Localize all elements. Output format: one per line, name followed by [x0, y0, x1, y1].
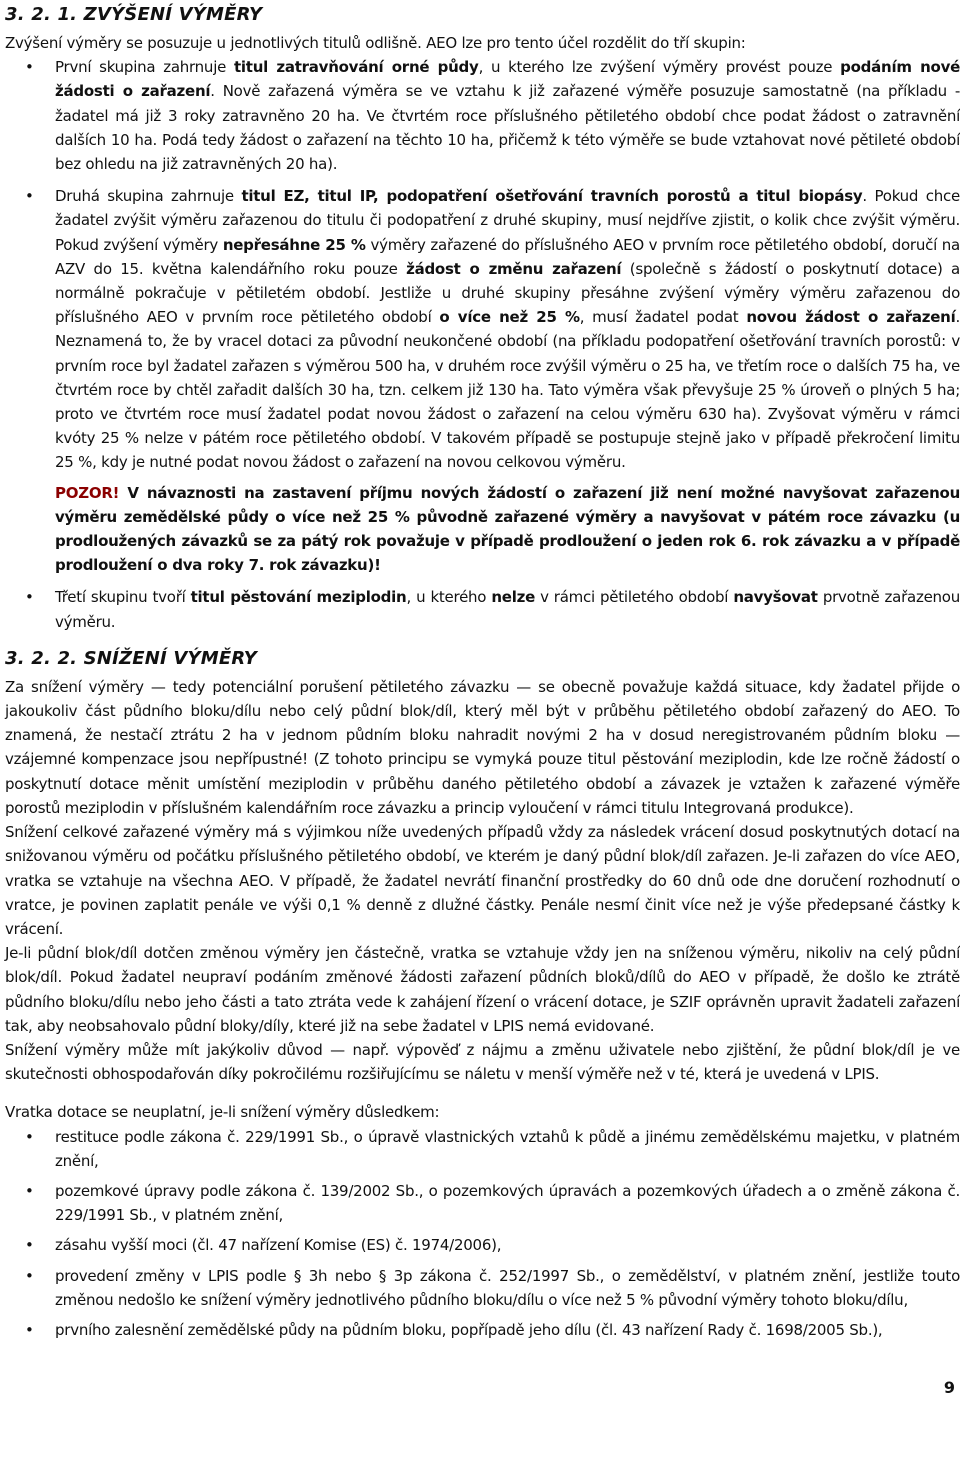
list-item: • pozemkové úpravy podle zákona č. 139/2002 Sb., o pozemkových úpravách a pozemkových úřadech a o změně zákona č. 229/1991 Sb., v platném znění, [5, 1179, 960, 1227]
list-item-group1: • První skupina zahrnuje titul zatravňování orné půdy, u kterého lze zvýšení výměry provést pouze podáním nové žádosti o zařazení. Nově zařazená výměra se ve vztahu k již zařazené výměře posuzuje samostatně (na příkladu - žadatel má již 3 roky zatravněno 20 ha. Ve čtvrtém roce příslušného pětiletého období chce podat žádost o zatravnění dalších 10 ha. Podá tedy žádost o zařazení na těchto 10 ha, přičemž k této výměře se bude vztahovat nové pětileté období bez ohledu na již zatravněných 20 ha). [5, 55, 960, 176]
warning-paragraph [55, 481, 960, 578]
warning-text: V návaznosti na zastavení příjmu nových žádostí o zařazení již není možné navyšovat zařazenou výměru zemědělské půdy o více než 25 % původně zařazené výměry a navyšovat v pátém roce závazku (u prodloužených závazků se za pátý rok považuje v případě prodloužení o jeden rok 6. rok závazku a v případě prodloužení o dva roky 7. rok závazku)! [55, 483, 960, 575]
list-item-group2: • Druhá skupina zahrnuje titul EZ, titul IP, podopatření ošetřování travních porostů a titul biopásy. Pokud chce žadatel zvýšit výměru zařazenou do titulu či podopatření z druhé skupiny, musí nejdříve zjistit, o kolik chce zvýšit výměru. Pokud zvýšení výměry nepřesáhne 25 % výměry zařazené do příslušného AEO v prvním roce pětiletého období, doručí na AZV do 15. května kalendářního roku pouze žádost o změnu zařazení (společně s žádostí o poskytnutí dotace) a normálně pokračuje v pětiletém období. Jestliže u druhé skupiny přesáhne zvýšení výměry výměru zařazenou do příslušného AEO v prvním roce pětiletého období o více než 25 %, musí žadatel podat novou žádost o zařazení. Neznamená to, že by vracel dotaci za původní neukončené období (na příkladu podopatření ošetřování travních porostů: v prvním roce byl žadatel zařazen s výměrou 500 ha, v druhém roce zvýšil výměru o 25 ha, ve třetím roce o dalších 75 ha, ve čtvrtém roce by chtěl zařadit dalších 30 ha, tzn. celkem již 130 ha. Tato výměra však převyšuje 25 % úroveň o plných 5 ha; proto ve čtvrtém roce musí žadatel podat novou žádost o zařazení na celou výměru 630 ha). Zvyšovat výměru v rámci kvóty 25 % nelze v pátém roce pětiletého období. V takovém případě se postupuje stejně jako v případě překročení limitu 25 %, kdy je nutné podat novou žádost o zařazení na novou celkovou výměru. POZOR! V návaznosti na zastavení příjmu nových žádostí o zařazení již není možné navyšovat zařazenou výměru zemědělské půdy o více než 25 % původně zařazené výměry a navyšovat v pátém roce závazku (u prodloužených závazků se za pátý rok považuje v případě prodloužení o jeden rok 6. rok závazku a v případě prodloužení o dva roky 7. rok závazku)! [5, 184, 960, 577]
section-heading-decrease: 3. 2. 2. SNÍŽENÍ VÝMĚRY [5, 647, 258, 669]
list-item: • restituce podle zákona č. 229/1991 Sb., o úpravě vlastnických vztahů k půdě a jinému zemědělskému majetku, v platném znění, [5, 1125, 960, 1173]
section-heading-increase: 3. 2. 1. ZVÝŠENÍ VÝMĚRY [5, 4, 263, 25]
decrease-paragraph-4: Snížení výměry může mít jakýkoliv důvod — např. výpověď z nájmu a změnu uživatele nebo zjištění, že půdní blok/díl je ve skutečnosti obhospodařován díky pokročilému rozšiřujícímu se náletu v menší výměře než v té, která je uvedená v LPIS. [5, 1040, 960, 1084]
refund-exceptions-intro: Vratka dotace se neuplatní, je-li snížení výměry důsledkem: [5, 1103, 440, 1122]
increase-groups-list [5, 55, 960, 634]
page-number: 9 [943, 1378, 955, 1397]
warning-label: POZOR! [55, 483, 120, 502]
list-item: • provedení změny v LPIS podle § 3h nebo § 3p zákona č. 252/1997 Sb., o zemědělství, v platném znění, jestliže touto změnou nedošlo ke snížení výměry jednotlivého půdního bloku/dílu o více než 5 % původní výměry tohoto bloku/dílu, [5, 1264, 960, 1312]
list-item: • prvního zalesnění zemědělské půdy na půdním bloku, popřípadě jeho dílu (čl. 43 nařízení Rady č. 1698/2005 Sb.), [5, 1318, 960, 1342]
decrease-paragraph-3: Je-li půdní blok/díl dotčen změnou výměry jen částečně, vratka se vztahuje vždy jen na sníženou výměru, nikoliv na celý půdní blok/díl. Pokud žadatel neupraví podáním změnové žádosti zařazení půdních bloků/dílů do AEO v případě, že došlo ke ztrátě půdního bloku/dílu nebo jeho části a tato ztráta vede k zahájení řízení o vrácení dotace, je SZIF oprávněn upravit žadateli zařazení tak, aby neobsahovalo půdní bloky/díly, které již na sebe žadatel v LPIS nemá evidované. [5, 944, 960, 1035]
decrease-paragraph-2: Snížení celkové zařazené výměry má s výjimkou níže uvedených případů vždy za následek vrácení dosud poskytnutých dotací na snižovanou výměru od počátku příslušného pětiletého období, ve kterém je daný půdní blok/díl zařazen. Je-li zařazen do více AEO, vratka se vztahuje na všechna AEO. V případě, že žadatel nevrátí finanční prostředky do 60 dnů ode dne doručení rozhodnutí o vratce, je povinen zaplatit penále ve výši 0,1 % denně z dlužné částky. Penále nesmí činit více než je výše předepsané částky k vrácení. [5, 823, 960, 938]
list-item-group3: • Třetí skupinu tvoří titul pěstování meziplodin, u kterého nelze v rámci pětiletého období navyšovat prvotně zařazenou výměru. [5, 585, 960, 633]
page [5, 0, 960, 1342]
decrease-paragraph-1: Za snížení výměry — tedy potenciální porušení pětiletého závazku — se obecně považuje každá situace, kdy žadatel přijde o jakoukoliv část půdního bloku/dílu nebo celý půdní blok/díl, který měl být v průběhu pětiletého období zařazený do AEO. To znamená, že nestačí ztrátu 2 ha v jednom půdním bloku nahradit novými 2 ha v dosud neregistrovaném půdním bloku — vzájemné kompenzace jsou nepřípustné! (Z tohoto principu se vymyká pouze titul pěstování meziplodin, kde lze ročně žádostí o poskytnutí dotace měnit umístění meziplodin v průběhu daného pětiletého období a závazek je vztažen k zařazené výměře porostů meziplodin v příslušném kalendářním roce závazku a princip vyloučení v rámci titulu Integrovaná produkce). [5, 677, 960, 817]
refund-exceptions-list [5, 1125, 960, 1343]
section-intro: Zvýšení výměry se posuzuje u jednotlivých titulů odlišně. AEO lze pro tento účel rozdělit do tří skupin: [5, 34, 746, 52]
list-item: • zásahu vyšší moci (čl. 47 nařízení Komise (ES) č. 1974/2006), [5, 1233, 960, 1257]
